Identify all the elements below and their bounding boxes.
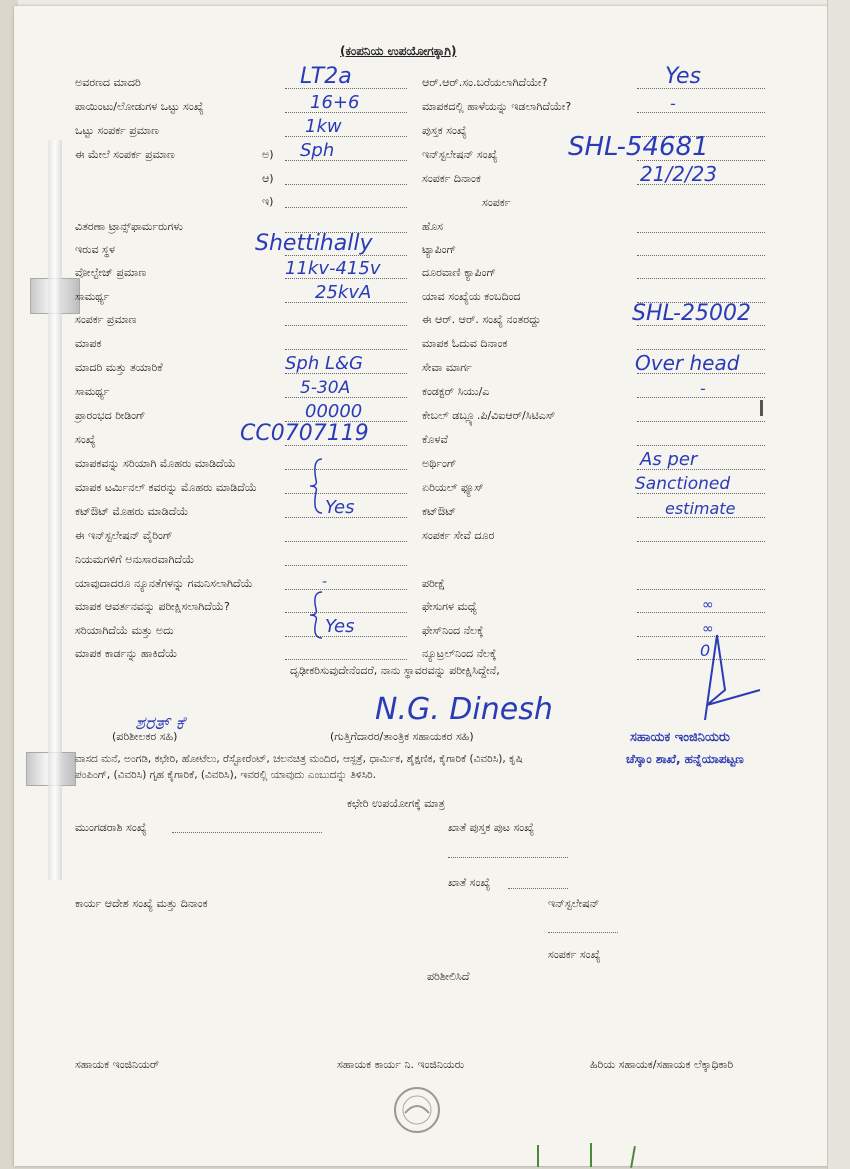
left-row-field[interactable] (285, 565, 407, 566)
right-row-label: ಕಟ್‌ಔಟ್ (422, 505, 456, 518)
right-row-label: ಸಂಪರ್ಕ ಸೇವೆ ದೂರ (422, 529, 495, 542)
right-row-value: SHL-54681 (568, 132, 709, 162)
left-row-field[interactable] (285, 136, 407, 137)
left-row-label: ವಿತರಣಾ ಟ್ರಾನ್ಸ್‌ಫಾರ್ಮರುಗಳು (75, 220, 183, 233)
left-row-value: 16+6 (310, 92, 360, 113)
left-row-label: ಒಟ್ಟು ಸಂಪರ್ಕ ಪ್ರಮಾಣ (75, 124, 159, 137)
right-row-field[interactable] (637, 445, 765, 446)
right-row-value: - (700, 379, 706, 398)
left-row-value: Shettihally (255, 231, 373, 256)
office-use-heading: ಕಛೇರಿ ಉಪಯೋಗಕ್ಕೆ ಮಾತ್ರ (347, 797, 445, 810)
right-row-label: ಸೇವಾ ಮಾರ್ಗ (422, 361, 472, 374)
green-mark (537, 1145, 539, 1167)
footer-asst-exec-engineer: ಸಹಾಯಕ ಕಾರ್ಯ ನಿ. ಇಂಜಿನಿಯರು (337, 1058, 465, 1071)
footer-accounts-officer: ಹಿರಿಯ ಸಹಾಯಕ/ಸಹಾಯಕ ಲೆಕ್ಕಾಧಿಕಾರಿ (590, 1058, 734, 1071)
green-mark (590, 1143, 592, 1167)
left-row-value: 5-30A (300, 378, 351, 398)
right-row-label: ಫೇಸ್‌ನಿಂದ ನೆಲಕ್ಕೆ (422, 624, 484, 637)
installation-label: ಇನ್‌ಸ್ಟಲೇಷನ್ (548, 897, 600, 910)
left-row-label: ಸಾಮರ್ಥ್ಯ (75, 290, 110, 303)
right-row-value: estimate (665, 499, 736, 518)
right-row-label: ಏರಿಯಲ್ ಫ್ಯೂಸ್ (422, 481, 484, 494)
dotted-line (285, 160, 407, 161)
right-row-value: ∞ (702, 597, 714, 613)
left-row-value: Sph L&G (285, 353, 363, 374)
right-row-value: Yes (665, 64, 702, 89)
left-row-field[interactable] (285, 589, 407, 590)
contractor-sign-label: (ಗುತ್ತಿಗೆದಾರರ/ತಾಂತ್ರಿಕ ಸಹಾಯಕರ ಸಹಿ) (330, 730, 474, 743)
right-row-value: Sanctioned (635, 474, 731, 494)
left-row-label: ಅವರಣದ ಮಾದರಿ (75, 76, 141, 89)
account-number-field[interactable] (508, 888, 568, 889)
left-row-field[interactable] (285, 349, 407, 350)
right-row-value: SHL-25002 (632, 301, 751, 326)
left-row-label: ಮಾದರಿ ಮತ್ತು ತಯಾರಿಕೆ (75, 361, 163, 374)
right-row-label: ಪರೀಕ್ಷೆ (422, 577, 446, 590)
left-row-label: ಸಂಖ್ಯೆ (75, 433, 96, 446)
deposit-number-field[interactable] (172, 832, 322, 833)
form-title: (ಕಂಪನಿಯ ಉಪಯೋಗಕ್ಕಾಗಿ) (340, 44, 457, 58)
left-row-label: ಮಾಪಕವನ್ನು ಸರಿಯಾಗಿ ಮೊಹರು ಮಾಡಿದೆಯೆ (75, 457, 236, 470)
connection-number-label: ಸಂಪರ್ಕ ಸಂಖ್ಯೆ (548, 948, 601, 961)
right-row-field[interactable] (637, 88, 765, 89)
right-row-label: ಕೇಬಲ್ ಡಬ್ಲ್ಯೂ.ಪಿ/ವಿಐಆರ್/ಸಿಟಿಎಸ್ (422, 409, 556, 422)
left-row-label: ಪ್ರಾರಂಭದ ರೀಡಿಂಗ್ (75, 409, 146, 422)
right-row-field[interactable] (637, 349, 765, 350)
premises-type-line1: ವಾಸದ ಮನೆ, ಅಂಗಡಿ, ಕಛೇರಿ, ಹೋಟೆಲು, ರೆಸ್ಟೋರೆಂಟ್, ಚಲನಚಿತ್ರ ಮಂದಿರ, ಆಸ್ಪತ್ರೆ, ಧಾರ್ಮಿಕ, ಶೈಕ್ಷಣಿಕ, ಕೈಗಾರಿಕೆ (ವಿವರಿಸಿ), ಕೃಷಿ (75, 753, 523, 765)
right-row-field[interactable] (637, 612, 765, 613)
page-edge (827, 0, 850, 1169)
right-row-field[interactable] (637, 541, 765, 542)
brace-mark (308, 590, 328, 640)
officer-stamp-line2: ಚೆಸ್ಕಾಂ ಶಾಖೆ, ಹನ್ನೆಯಾಪಟ್ಟಣ (626, 752, 744, 766)
left-row-value: Yes (325, 616, 355, 637)
officer-stamp-line1: ಸಹಾಯಕ ಇಂಜಿನಿಯರು (630, 730, 730, 745)
left-row-value: 11kv-415v (285, 258, 381, 279)
ledger-page-label: ಖಾತೆ ಪುಸ್ತಕ ಪುಟ ಸಂಖ್ಯೆ (448, 821, 535, 834)
left-row-label: ಇರುವ ಸ್ಥಳ (75, 243, 115, 256)
right-row-label: ಮಾಪಕದಲ್ಲಿ ಹಾಳೆಯನ್ನು ಇಡಲಾಗಿದೆಯೇ? (422, 100, 572, 113)
left-row-value: Sph (300, 140, 335, 161)
work-order-label: ಕಾರ್ಯ ಆದೇಶ ಸಂಖ್ಯೆ ಮತ್ತು ದಿನಾಂಕ (75, 897, 208, 910)
left-row-value: 1kw (305, 116, 342, 137)
page-marker (760, 400, 763, 416)
sub-label-a: ಅ) (262, 148, 274, 161)
dotted-line (285, 184, 407, 185)
right-row-value: ∞ (702, 621, 714, 637)
dotted-line (285, 207, 407, 208)
left-row-label: ವೋಲ್ಟೇಜ್ ಪ್ರಮಾಣ (75, 266, 147, 279)
right-row-value: 21/2/23 (640, 162, 718, 186)
right-row-value: - (670, 94, 676, 113)
right-row-label: ಕೊಳವೆ (422, 433, 448, 446)
right-row-label: ಪುಸ್ತಕ ಸಂಖ್ಯೆ (422, 124, 467, 137)
right-row-label: ಸಂಪರ್ಕ ದಿನಾಂಕ (422, 172, 481, 185)
left-row-label: ನಿಯಮಗಳಿಗೆ ಅನುಸಾರವಾಗಿದೆಯೆ (75, 553, 195, 566)
installation-field[interactable] (548, 932, 618, 933)
left-row-field[interactable] (285, 612, 407, 613)
right-row-label: ಟ್ಯಾಪಿಂಗ್ (422, 243, 457, 256)
inspector-sign-label: (ಪರಿಶೀಲಕರ ಸಹಿ) (112, 730, 178, 743)
left-row-label: ಈ ಮೇಲೆ ಸಂಪರ್ಕ ಪ್ರಮಾಣ (75, 148, 175, 161)
right-row-label: ಸಂಪರ್ಕ (482, 196, 511, 209)
right-row-label: ನ್ಯೂಟ್ರಲ್‌ನಿಂದ ನೆಲಕ್ಕೆ (422, 647, 497, 660)
brace-mark (308, 457, 328, 515)
footer-asst-engineer: ಸಹಾಯಕ ಇಂಜಿನಿಯರ್ (75, 1058, 160, 1071)
right-row-value: Over head (635, 351, 740, 375)
checked-label: ಪರಿಶೀಲಿಸಿದೆ (427, 970, 470, 983)
right-row-label: ದೂರವಾಣಿ ಕ್ಯಾಪಿಂಗ್ (422, 266, 496, 279)
right-row-label: ಕಂಡಕ್ಟರ್ ಸಿಯು/ಎ (422, 385, 490, 398)
left-row-label: ಈ ಇನ್‌ಸ್ಟಲೇಷನ್ ವೈರಿಂಗ್ (75, 529, 173, 542)
ledger-page-field[interactable] (448, 857, 568, 858)
left-row-label: ಸಾಮರ್ಥ್ಯ (75, 385, 110, 398)
right-row-label: ಮಾಪಕ ಓದುವ ದಿನಾಂಕ (422, 337, 508, 350)
left-row-field[interactable] (285, 541, 407, 542)
left-row-label: ಸರಿಯಾಗಿದೆಯೆ ಮತ್ತು ಅದು (75, 624, 174, 637)
sub-label-i: ಇ) (262, 195, 274, 208)
deposit-number-label: ಮುಂಗಡರಾಶಿ ಸಂಖ್ಯೆ (75, 821, 147, 834)
right-row-field[interactable] (637, 232, 765, 233)
right-row-label: ಯಾವ ಸಂಖ್ಯೆಯ ಕಂಬದಿಂದ (422, 290, 521, 303)
right-row-value: As per (640, 449, 698, 470)
officer-signature (685, 630, 765, 730)
right-row-label: ಫೇಸುಗಳ ಮಧ್ಯೆ (422, 600, 477, 613)
left-row-value: LT2a (300, 64, 352, 89)
right-row-label: ಆರ್.ಆರ್.ಸಂ.ಬರೆಯಲಾಗಿದೆಯೇ? (422, 76, 548, 89)
right-row-value: 0 (700, 641, 711, 660)
right-row-field[interactable] (637, 112, 765, 113)
right-row-label: ಇನ್‌ಸ್ಟಲೇಷನ್ ಸಂಖ್ಯೆ (422, 148, 498, 161)
company-seal-icon (392, 1085, 442, 1135)
right-row-field[interactable] (637, 255, 765, 256)
contractor-signature: N.G. Dinesh (375, 692, 553, 727)
left-row-label: ಪಾಯಿಂಟು/ಲೋಡುಗಳ ಒಟ್ಟು ಸಂಖ್ಯೆ (75, 100, 204, 113)
certify-text: ದೃಢೀಕರಿಸುವುದೇನೆಂದರೆ, ನಾನು ಸ್ಥಾವರವನ್ನು ಪರೀಕ್ಷಿಸಿದ್ದೇನೆ, (290, 664, 500, 677)
left-row-label: ಸಂಪರ್ಕ ಪ್ರಮಾಣ (75, 313, 137, 326)
left-row-field[interactable] (285, 659, 407, 660)
left-row-label: ಮಾಪಕ ಟರ್ಮಿನಲ್ ಕವರನ್ನು ಮೊಹರು ಮಾಡಿದೆಯೆ (75, 481, 257, 494)
left-row-label: ಮಾಪಕ ಆವರ್ತನವನ್ನು ಪರೀಕ್ಷಿಸಲಾಗಿದೆಯೆ? (75, 600, 230, 613)
left-row-value: - (322, 574, 328, 590)
left-row-field[interactable] (285, 469, 407, 470)
left-row-field[interactable] (285, 493, 407, 494)
right-row-label: ಈ ಆರ್. ಆರ್. ಸಂಖ್ಯೆ ನಂತರದ್ದು (422, 313, 541, 326)
right-row-label: ಹೊಸ (422, 220, 443, 233)
left-row-value: CC0707119 (240, 421, 369, 446)
left-row-value: 25kvA (315, 282, 372, 303)
right-row-label: ಅರ್ಥಿಂಗ್ (422, 457, 457, 470)
premises-type-line2: ಪಂಪಿಂಗ್, (ವಿವರಿಸಿ) ಗೃಹ ಕೈಗಾರಿಕೆ, (ವಿವರಿಸಿ), ಇವರಲ್ಲಿ ಯಾವುದು ಎಂಬುದನ್ನು ತಿಳಿಸಿರಿ. (75, 769, 377, 781)
left-row-value: 00000 (305, 401, 363, 422)
right-row-field[interactable] (637, 589, 765, 590)
binder-strip (48, 140, 62, 880)
account-number-label: ಖಾತೆ ಸಂಖ್ಯೆ (448, 876, 491, 889)
sub-label-aa: ಆ) (262, 172, 274, 185)
left-row-value: Yes (325, 497, 355, 518)
right-row-field[interactable] (637, 278, 765, 279)
inspector-signature: ಶರತ್ ಕೆ (135, 713, 185, 734)
left-row-field[interactable] (285, 325, 407, 326)
left-row-label: ಮಾಪಕ ಕಾರ್ಡನ್ನು ಹಾಕಿದೆಯೆ (75, 647, 178, 660)
left-row-label: ಯಾವುದಾದರೂ ನ್ಯೂನತೆಗಳನ್ನು ಗಮನಿಸಲಾಗಿದೆಯೆ (75, 577, 253, 590)
right-row-field[interactable] (637, 421, 765, 422)
left-row-label: ಕಟ್‌ಔಟ್ ಮೊಹರು ಮಾಡಿದೆಯೆ (75, 505, 189, 518)
left-row-label: ಮಾಪಕ (75, 337, 102, 350)
